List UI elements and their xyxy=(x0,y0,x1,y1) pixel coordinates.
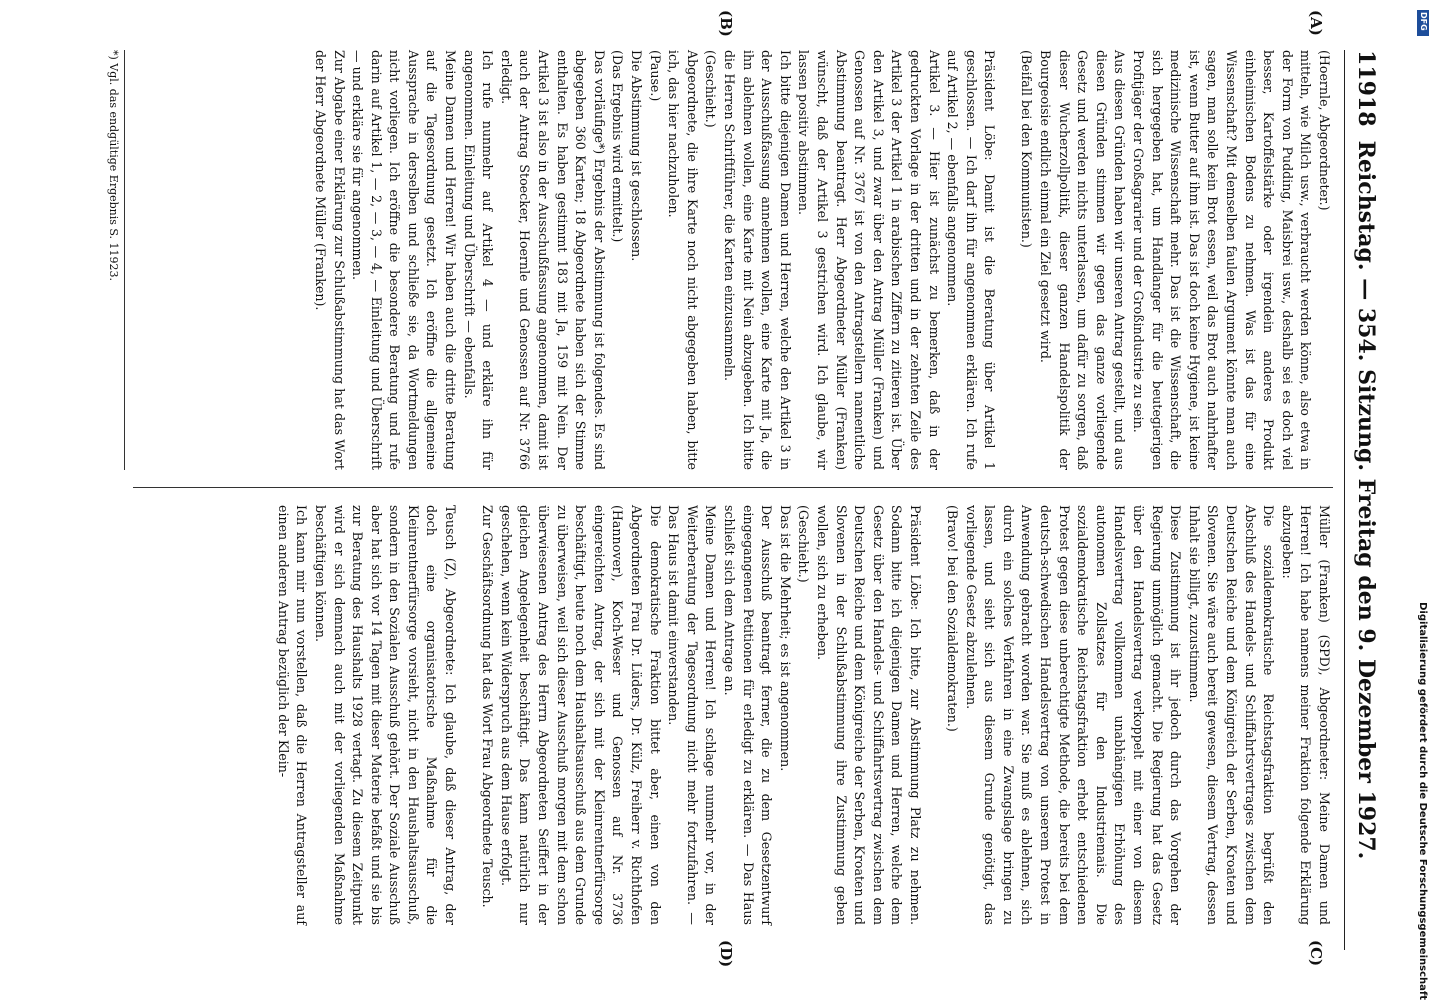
margin-mark-a: (A) xyxy=(1307,10,1325,36)
footnote: *) Vgl. das endgültige Ergebnis S. 11923. xyxy=(107,50,125,470)
digitization-credit: Digitalisierung gefördert durch die Deutsche Forschungsgemeinschaft xyxy=(1417,602,1428,1000)
right-text-column: Müller (Franken) (SPD), Abgeordneter: Meine Damen und Herren! Ich habe namens meiner Fraktion folgende Erklärung abzugeben: Die sozialdemokratische Reichstagsfraktion begrüßt den Abschluß des Handels- und Schiffahrtsvertrages zwischen dem Deutschen Reiche und dem Königreich der Serben, Kroaten und Slovenen. Sie wäre auch bereit gewesen, diesem Vertrag, dessen Inhalt sie billigt, zuzustimmen. Diese Zustimmung ist ihr jedoch durch das Vorgehen der Regierung unmöglich gemacht. Die Regierung hat das Gesetz über den Handelsvertrag verkoppelt mit einer von diesem Handelsvertrag vollkommen unabhängigen Erhöhung des autonomen Zollsatzes für den Industriemais. Die sozialdemokratische Reichstagsfraktion erhebt entschiedenen Protest gegen diese unberechtigte Methode, die bereits bei dem deutsch-schwedischen Handelsvertrag von unserem Protest in Anwendung gebracht worden war. Sie muß es ablehnen, sich durch ein solches Verfahren in eine Zwangslage bringen zu lassen, und sieht sich aus diesem Grunde genötigt, das vorliegende Gesetz abzulehnen. (Bravo! bei den Sozialdemokraten.) Präsident Löbe: Ich bitte, zur Abstimmung Platz zu nehmen. Sodann bitte ich diejenigen Damen und Herren, welche dem Gesetz über den Handels- und Schiffahrtsvertrag zwischen dem Deutschen Reiche und dem Königreiche der Serben, Kroaten und Slovenen in der Schlußabstimmung ihre Zustimmung geben wollen, sich zu erheben. (Geschieht.) Das ist die Mehrheit; es ist angenommen. Der Ausschuß beantragt ferner, die zu dem Gesetzentwurf eingegangenen Petitionen für erledigt zu erklären. — Das Haus schließt sich dem Antrage an. Meine Damen und Herren! Ich schlage nunmehr vor, in der Weiterberatung der Tagesordnung nicht mehr fortzufahren. — Das Haus ist damit einverstanden. Die demokratische Fraktion bittet aber, einen von den Abgeordneten Frau Dr. Lüders, Dr. Külz, Freiherr v. Richthofen (Hannover), Koch-Weser und Genossen auf Nr. 3736 eingereichten Antrag, der sich mit der Kleinrentnerfürsorge beschäftigt, heute noch dem Haushaltsausschuß aus dem Grunde zu überweisen, weil sich dieser Ausschuß morgen mit dem schon überwiesenen Antrag des Herrn Abgeordneten Seiffert in der gleichen Angelegenheit beschäftigt. Das kann natürlich nur geschehen, wenn kein Widerspruch aus dem Hause erfolgt. Zur Geschäftsordnung hat das Wort Frau Abgeordnete Teusch. Teusch (Z), Abgeordnete: Ich glaube, daß dieser Antrag, der doch eine organisatorische Maßnahme für die Kleinrentnerfürsorge vorsieht, nicht in den Haushaltsausschuß, sondern in den Sozialen Ausschuß gehört. Der Soziale Ausschuß aber hat sich vor 14 Tagen mit dieser Materie befaßt und sie bis zur Beratung des Haushalts 1928 vertagt. Zu diesem Zeitpunkt wird er sich demnach auch mit der vorliegenden Maßnahme beschäftigen können. Ich kann mir nun vorstellen, daß die Herren Antragsteller auf einen anderen Antrag bezüglich der Klein- xyxy=(275,505,1332,925)
margin-mark-d: (D) xyxy=(717,940,735,968)
dfg-logo-text: DFG xyxy=(1419,12,1428,31)
running-header xyxy=(1345,50,1385,950)
rotated-page-content xyxy=(65,10,1385,968)
dfg-logo xyxy=(1417,10,1429,36)
header-title: Reichstag. — 354. Sitzung. Freitag den 9. Dezember 1927. xyxy=(1353,140,1379,860)
margin-mark-c: (C) xyxy=(1307,940,1325,967)
page-number: 11918 xyxy=(1353,50,1379,127)
left-text-column: (Hoernle, Abgeordneter.) mitteln, wie Milch usw., verbraucht werden könne, also etwa in der Form von Pudding, Maisbrei usw., deshalb sei es doch viel besser, Kartoffelstärke oder irgendein anderes Produkt einheimischen Bodens zu nehmen. Was ist das für eine Wissenschaft? Mit demselben faulen Argument könnte man auch sagen, man solle kein Brot essen, weil das Brot auch nahrhafter ist, wenn Butter auf ihm ist. Das ist doch keine Hygiene, ist keine medizinische Wissenschaft mehr. Das ist die Wissenschaft, die sich hergegeben hat, um Handlanger für die beutegierigen Profitjäger der Großagrarier und der Großindustrie zu sein. Aus diesen Gründen haben wir unseren Antrag gestellt, und aus diesen Gründen stimmen wir gegen das ganze vorliegende Gesetz und werden nichts unterlassen, um dafür zu sorgen, daß dieser Wucherzollpolitik, dieser ganzen Handelspolitik der Bourgeoisie endlich einmal ein Ziel gesetzt wird. (Beifall bei den Kommunisten.) Präsident Löbe: Damit ist die Beratung über Artikel 1 geschlossen. — Ich darf ihn für angenommen erklären. Ich rufe auf Artikel 2, — ebenfalls angenommen. Artikel 3. — Hier ist zunächst zu bemerken, daß in der gedruckten Vorlage in der dritten und in der zehnten Zeile des Artikel 3 der Artikel 1 in arabischen Ziffern zu zitieren ist. Über den Artikel 3, und zwar über den Antrag Müller (Franken) und Genossen auf Nr. 3767 ist von den Antragstellern namentliche Abstimmung beantragt. Herr Abgeordneter Müller (Franken) wünscht, daß der Artikel 3 gestrichen wird. Ich glaube, wir lassen positiv abstimmen. Ich bitte diejenigen Damen und Herren, welche den Artikel 3 in der Ausschußfassung annehmen wollen, eine Karte mit Ja, die ihn ablehnen wollen, eine Karte mit Nein abzugeben. Ich bitte die Herren Schriftführer, die Karten einzusammeln. (Geschieht.) Abgeordnete, die ihre Karte noch nicht abgegeben haben, bitte ich, das hier nachzuholen. (Pause.) Die Abstimmung ist geschlossen. (Das Ergebnis wird ermittelt.) Das vorläufige*) Ergebnis der Abstimmung ist folgendes. Es sind abgegeben 360 Karten; 18 Abgeordnete haben sich der Stimme enthalten. Es haben gestimmt 183 mit Ja, 159 mit Nein. Der Artikel 3 ist also in der Ausschußfassung angenommen, damit ist auch der Antrag Stoecker, Hoernle und Genossen auf Nr. 3766 erledigt. Ich rufe nunmehr auf Artikel 4 — und erkläre ihn für angenommen. Einleitung und Überschrift — ebenfalls. Meine Damen und Herren! Wir haben auch die dritte Beratung auf die Tagesordnung gesetzt. Ich eröffne die allgemeine Aussprache in derselben und schließe sie, da Wortmeldungen nicht vorliegen. Ich eröffne die besondere Beratung und rufe darin auf Artikel 1, — 2, — 3, — 4, — Einleitung und Überschrift — und erkläre sie für angenommen. Zur Abgabe einer Erklärung zur Schlußabstimmung hat das Wort der Herr Abgeordnete Müller (Franken). xyxy=(312,50,1332,470)
header-rule xyxy=(1344,50,1345,950)
margin-mark-b: (B) xyxy=(717,10,735,37)
column-divider xyxy=(133,487,1333,488)
